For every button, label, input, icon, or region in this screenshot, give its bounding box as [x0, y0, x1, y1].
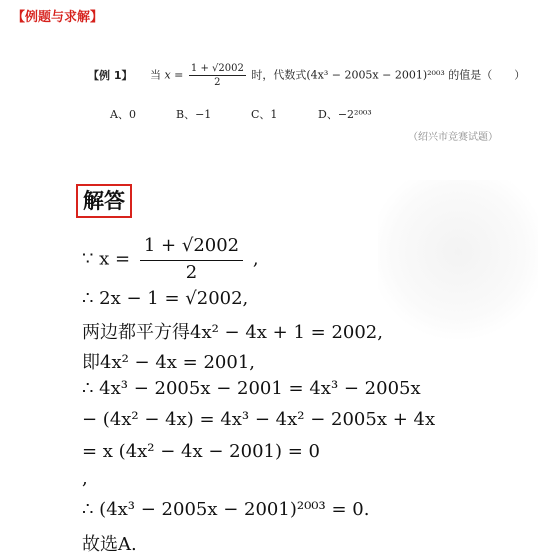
solution-line-5: ∴ 4x³ − 2005x − 2001 = 4x³ − 2005x: [82, 378, 421, 399]
solution-line-4: 即4x² − 4x = 2001,: [82, 352, 256, 373]
solution-line-1-prefix: ∵ x =: [82, 248, 131, 270]
watermark: [378, 180, 538, 340]
solution-fraction: [140, 234, 243, 285]
example-fraction: [189, 62, 246, 89]
solution-fraction-numerator: 1 + √2002: [140, 234, 243, 261]
example-question: [88, 62, 525, 89]
solution-line-8: ,: [82, 468, 88, 489]
section-header: 【例题与求解】: [12, 10, 104, 25]
solution-fraction-denominator: 2: [185, 262, 198, 283]
solution-line-2: ∴ 2x − 1 = √2002,: [82, 288, 249, 309]
solution-line-1-suffix: ,: [252, 248, 259, 270]
solution-line-7: = x (4x² − 4x − 2001) = 0: [82, 441, 320, 462]
example-x-eq: x =: [164, 68, 184, 82]
answer-title: 解答: [76, 184, 132, 218]
example-fraction-denominator: 2: [214, 77, 221, 88]
option-d: D、−2²⁰⁰³: [318, 108, 372, 121]
source-note: （绍兴市竞赛试题）: [408, 132, 498, 143]
solution-line-6: − (4x² − 4x) = 4x³ − 4x² − 2005x + 4x: [82, 409, 436, 430]
option-a: A、0: [110, 108, 136, 121]
example-tag: 【例 1】: [88, 68, 133, 82]
solution-line-10: 故选A.: [82, 534, 137, 555]
option-c: C、1: [251, 108, 278, 121]
option-b: B、−1: [176, 108, 212, 121]
solution-line-1: [82, 234, 259, 285]
solution-line-3: 两边都平方得4x² − 4x + 1 = 2002,: [82, 322, 383, 343]
example-prefix: 当: [149, 68, 161, 82]
example-suffix: 时，代数式(4x³ − 2005x − 2001)²⁰⁰³ 的值是（ ）: [251, 68, 526, 82]
solution-line-9: ∴ (4x³ − 2005x − 2001)²⁰⁰³ = 0.: [82, 499, 370, 520]
example-fraction-numerator: 1 + √2002: [190, 63, 244, 74]
